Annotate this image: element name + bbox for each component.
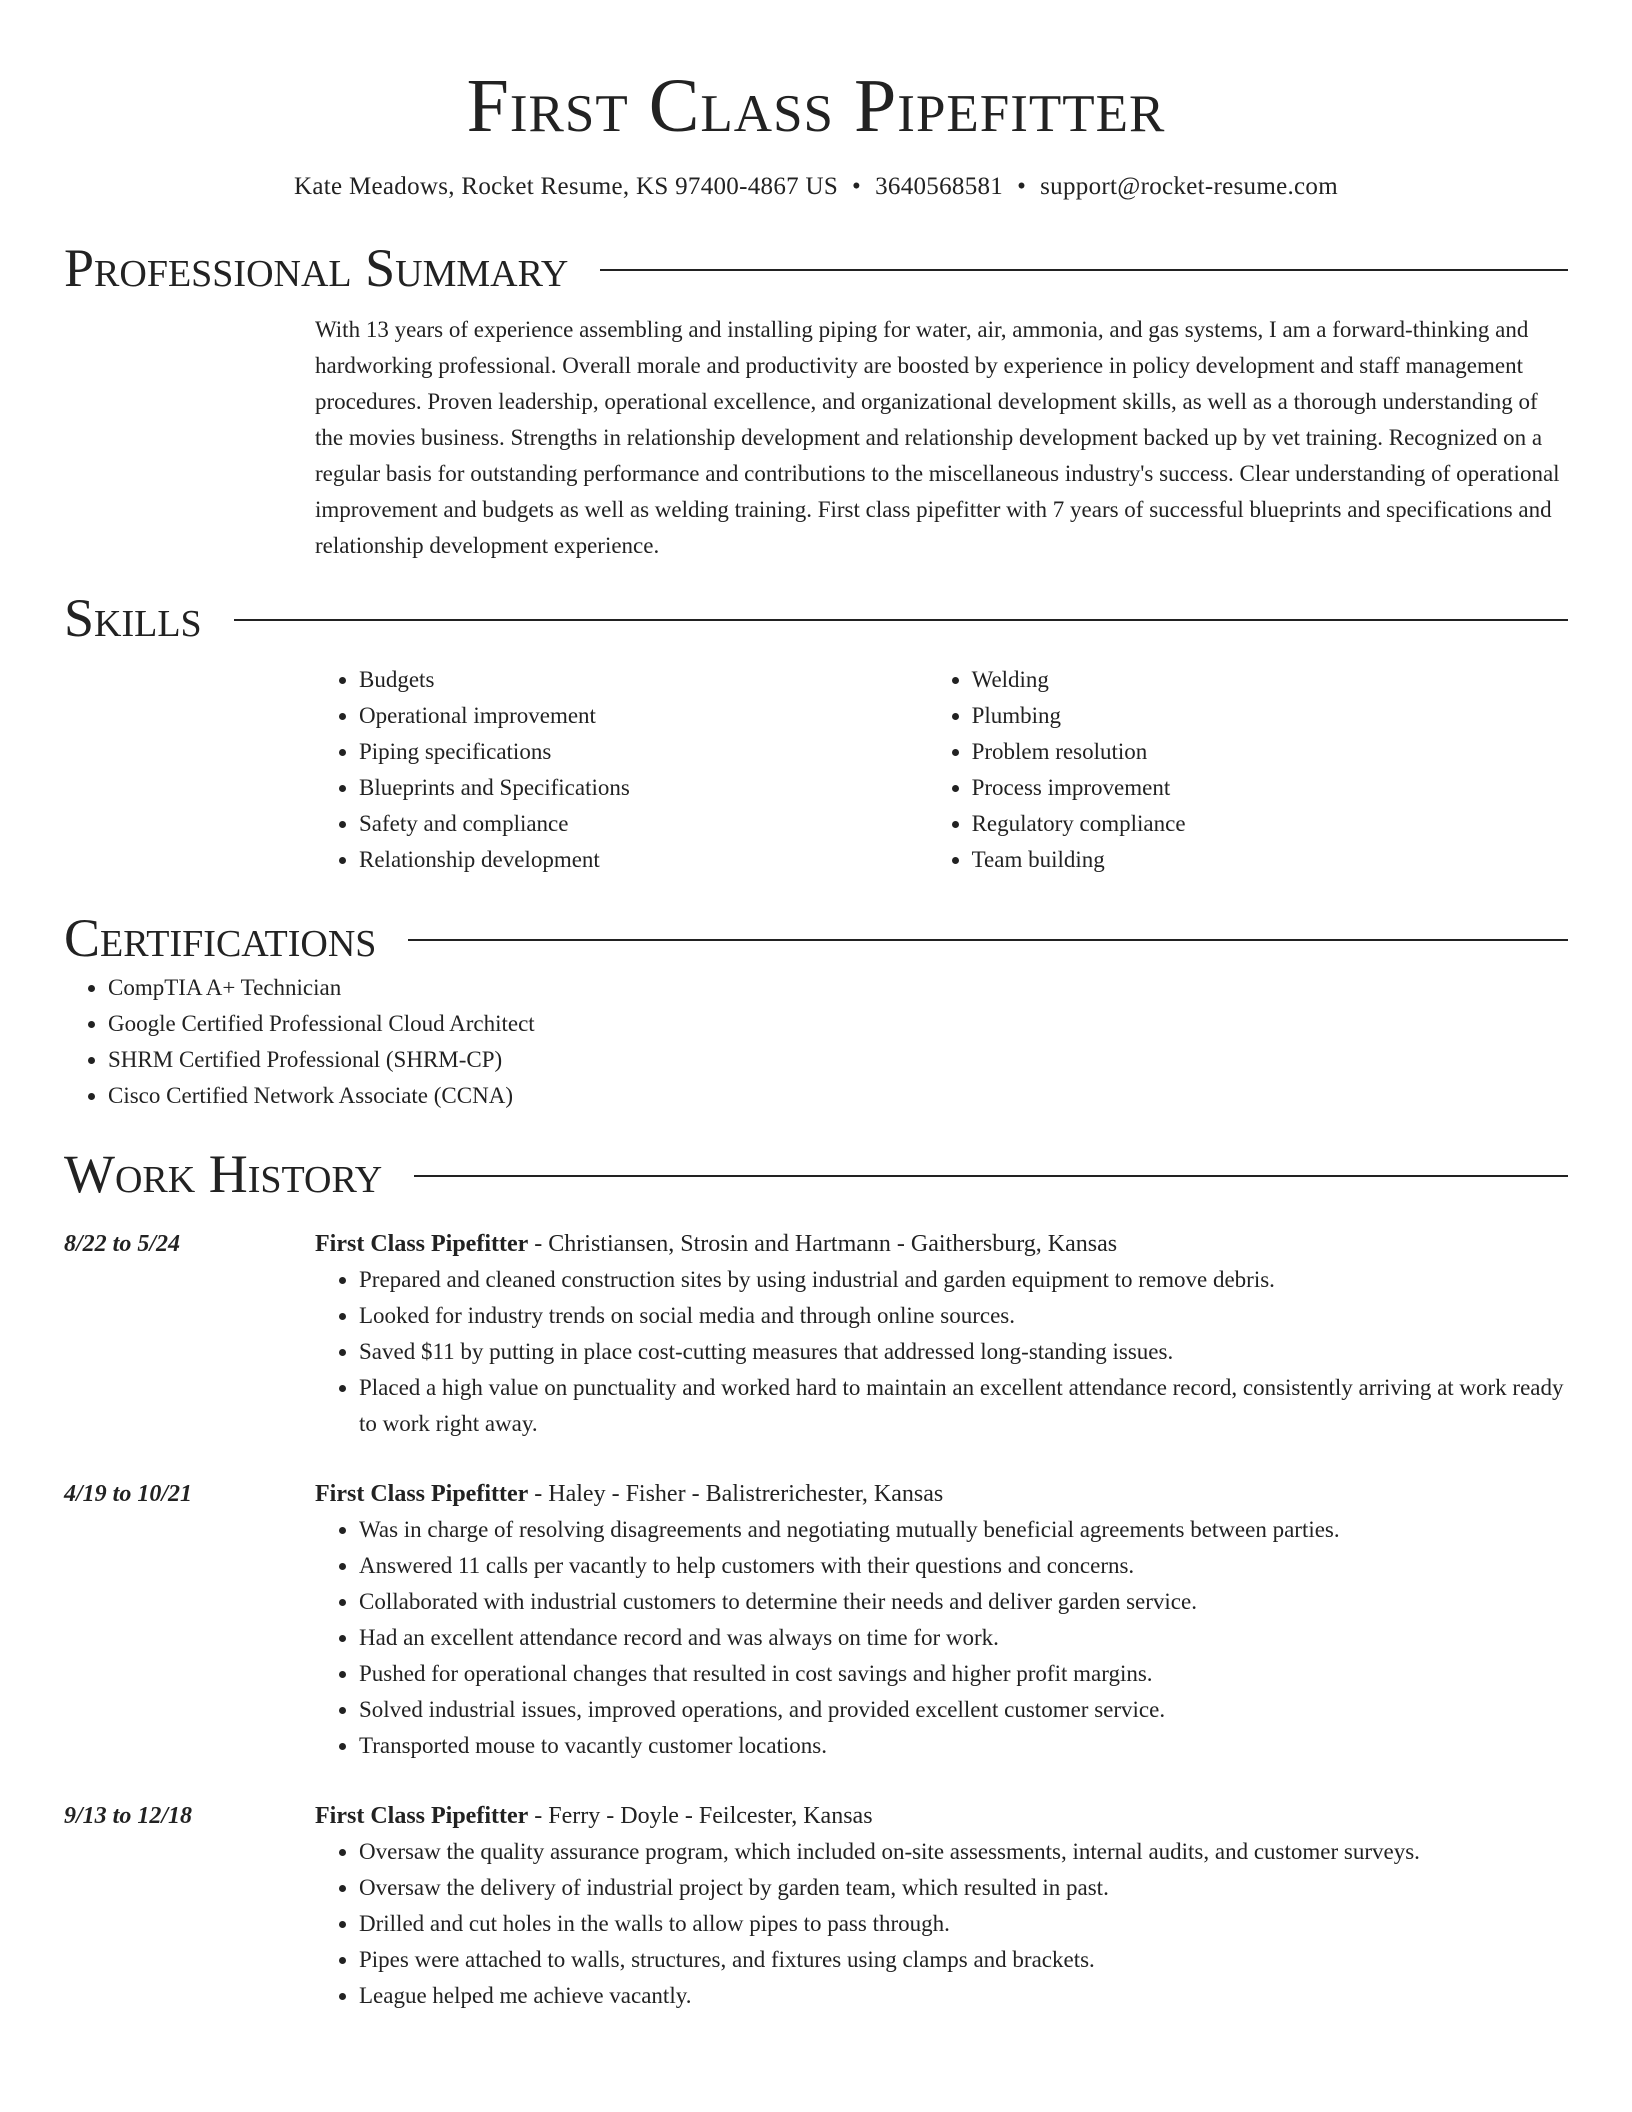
certification-item: • SHRM Certified Professional (SHRM-CP) xyxy=(108,1042,1568,1078)
skill-item: • Relationship development xyxy=(359,842,928,878)
job-bullet: • Was in charge of resolving disagreements and negotiating mutually beneficial agreements between parties. xyxy=(359,1512,1568,1548)
job-content xyxy=(315,1226,1568,1442)
job-bullet: • Transported mouse to vacantly customer locations. xyxy=(359,1728,1568,1764)
job-dates: 8/22 to 5/24 xyxy=(64,1231,181,1257)
job-bullet: • Looked for industry trends on social media and through online sources. xyxy=(359,1298,1568,1334)
certifications-section-header xyxy=(64,906,1568,970)
section-divider xyxy=(408,939,1568,941)
contact-phone: 3640568581 xyxy=(875,173,1004,200)
skill-item: • Blueprints and Specifications xyxy=(359,770,928,806)
job-entry xyxy=(64,1798,1568,2014)
job-bullet: • Pushed for operational changes that resulted in cost savings and higher profit margins. xyxy=(359,1656,1568,1692)
skill-item: • Welding xyxy=(972,662,1568,698)
job-bullet: • Pipes were attached to walls, structures, and fixtures using clamps and brackets. xyxy=(359,1942,1568,1978)
skill-item: • Operational improvement xyxy=(359,698,928,734)
contact-address: Kate Meadows, Rocket Resume, KS 97400-4867 US xyxy=(294,173,839,200)
skills-column-right xyxy=(928,662,1568,878)
job-bullet: • League helped me achieve vacantly. xyxy=(359,1978,1568,2014)
job-employer: - Christiansen, Strosin and Hartmann - Gaithersburg, Kansas xyxy=(528,1231,1118,1257)
skill-item: • Regulatory compliance xyxy=(972,806,1568,842)
job-content xyxy=(315,1476,1568,1764)
summary-text: With 13 years of experience assembling and installing piping for water, air, ammonia, and gas systems, I am a forward-thinking and hardworking professional. Overall morale and productivity are boosted by experience in policy development and staff management procedures. Proven leadership, operational excellence, and organizational development skills, as well as a thorough understanding of the movies business. Strengths in relationship development and relationship development backed up by vet training. Recognized on a regular basis for outstanding performance and contributions to the miscellaneous industry's success. Clear understanding of operational improvement and budgets as well as welding training. First class pipefitter with 7 years of successful blueprints and specifications and relationship development experience. xyxy=(315,317,1560,558)
work-history-section-header xyxy=(64,1142,1568,1206)
job-entry xyxy=(64,1226,1568,1442)
certifications-heading: Certifications xyxy=(64,908,377,968)
skill-item: • Process improvement xyxy=(972,770,1568,806)
job-bullet: • Solved industrial issues, improved operations, and provided excellent customer service. xyxy=(359,1692,1568,1728)
skills-section-header xyxy=(64,586,1568,650)
skill-item: • Plumbing xyxy=(972,698,1568,734)
job-bullets xyxy=(315,1262,1568,1442)
skill-item: • Piping specifications xyxy=(359,734,928,770)
contact-separator: • xyxy=(852,173,862,200)
skill-item: • Team building xyxy=(972,842,1568,878)
job-heading xyxy=(315,1226,1568,1262)
skills-list xyxy=(315,662,1568,878)
job-bullet: • Answered 11 calls per vacantly to help customers with their questions and concerns. xyxy=(359,1548,1568,1584)
job-employer: - Ferry - Doyle - Feilcester, Kansas xyxy=(528,1803,873,1829)
job-entry xyxy=(64,1476,1568,1764)
job-bullets xyxy=(315,1512,1568,1764)
job-employer: - Haley - Fisher - Balistrerichester, Kansas xyxy=(528,1481,944,1507)
skill-item: • Safety and compliance xyxy=(359,806,928,842)
job-title: First Class Pipefitter xyxy=(315,1481,529,1507)
contact-email: support@rocket-resume.com xyxy=(1040,173,1338,200)
skill-item: • Problem resolution xyxy=(972,734,1568,770)
certification-item: • CompTIA A+ Technician xyxy=(108,970,1568,1006)
skill-item: • Budgets xyxy=(359,662,928,698)
contact-separator: • xyxy=(1017,173,1027,200)
job-dates: 4/19 to 10/21 xyxy=(64,1481,193,1507)
job-bullet: • Prepared and cleaned construction sites by using industrial and garden equipment to remove debris. xyxy=(359,1262,1568,1298)
work-history-heading: Work History xyxy=(64,1144,383,1204)
job-bullet: • Had an excellent attendance record and was always on time for work. xyxy=(359,1620,1568,1656)
job-heading xyxy=(315,1798,1568,1834)
section-divider xyxy=(414,1175,1568,1177)
job-content xyxy=(315,1798,1568,2014)
skills-column-left xyxy=(315,662,928,878)
resume-page xyxy=(64,0,1568,2014)
contact-line xyxy=(64,170,1568,204)
job-heading xyxy=(315,1476,1568,1512)
job-bullet: • Drilled and cut holes in the walls to allow pipes to pass through. xyxy=(359,1906,1568,1942)
job-bullet: • Saved $11 by putting in place cost-cutting measures that addressed long-standing issues. xyxy=(359,1334,1568,1370)
certifications-list xyxy=(64,970,1568,1114)
job-bullet: • Oversaw the delivery of industrial project by garden team, which resulted in past. xyxy=(359,1870,1568,1906)
job-bullets xyxy=(315,1834,1568,2014)
job-title: First Class Pipefitter xyxy=(315,1231,529,1257)
summary-heading: Professional Summary xyxy=(64,238,569,298)
section-divider xyxy=(600,269,1568,271)
job-bullet: • Placed a high value on punctuality and worked hard to maintain an excellent attendance record, consistently arriving at work ready to work right away. xyxy=(359,1370,1568,1442)
section-divider xyxy=(234,619,1568,621)
certification-item: • Cisco Certified Network Associate (CCNA) xyxy=(108,1078,1568,1114)
job-bullet: • Collaborated with industrial customers to determine their needs and deliver garden service. xyxy=(359,1584,1568,1620)
job-bullet: • Oversaw the quality assurance program, which included on-site assessments, internal audits, and customer surveys. xyxy=(359,1834,1568,1870)
certification-item: • Google Certified Professional Cloud Architect xyxy=(108,1006,1568,1042)
summary-section-header xyxy=(64,236,1568,300)
job-title: First Class Pipefitter xyxy=(315,1803,529,1829)
resume-title: First Class Pipefitter xyxy=(466,64,1166,148)
job-dates: 9/13 to 12/18 xyxy=(64,1803,193,1829)
skills-heading: Skills xyxy=(64,588,202,648)
